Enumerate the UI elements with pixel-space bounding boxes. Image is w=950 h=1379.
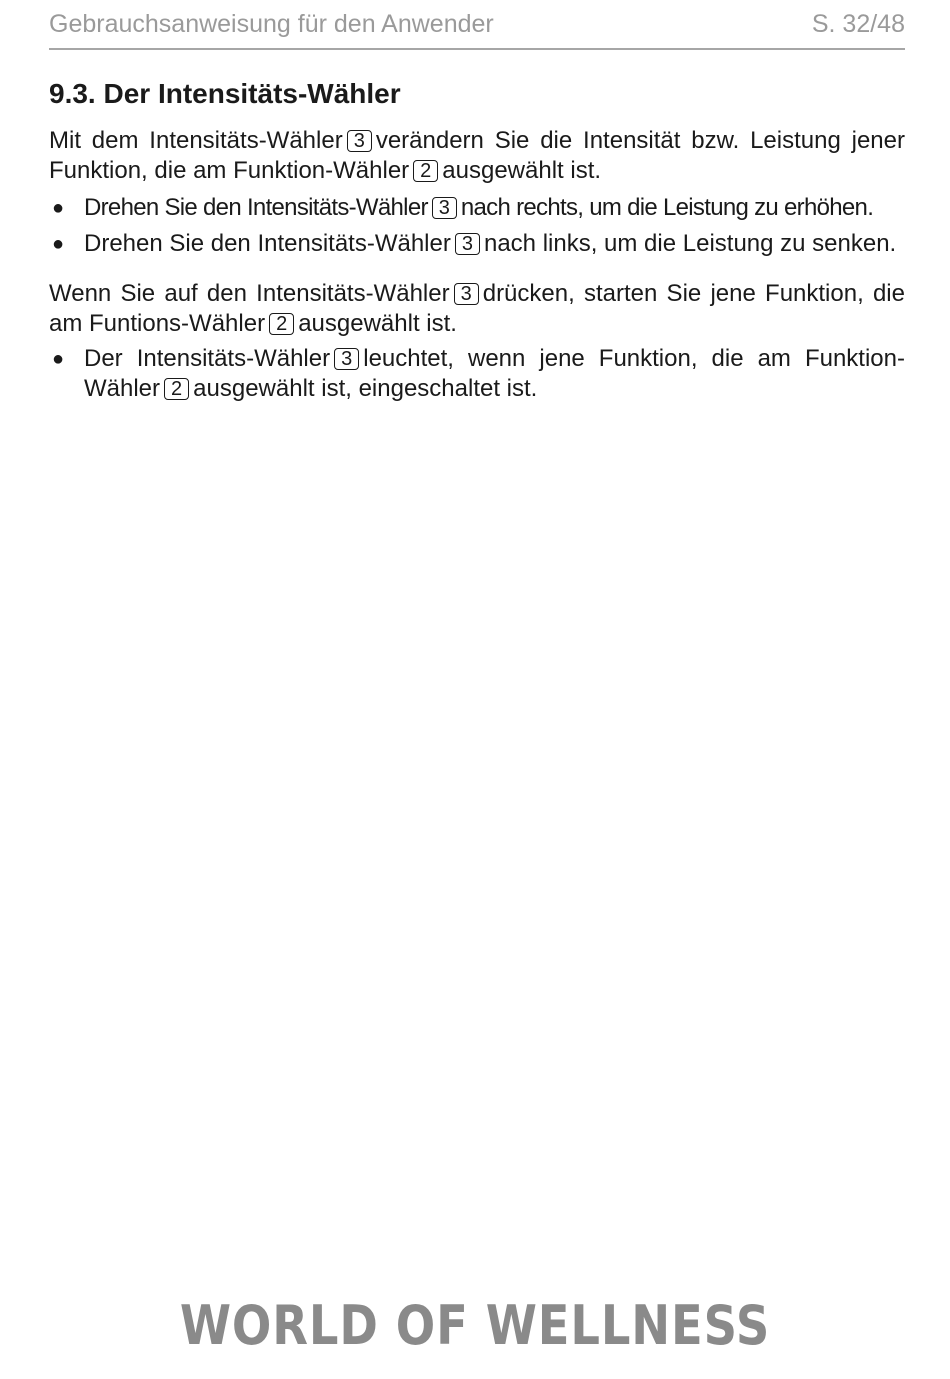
reference-number-box: 2 bbox=[413, 160, 438, 182]
list-item-text bbox=[84, 344, 905, 404]
bullet-icon: ● bbox=[52, 233, 65, 255]
list-item-text bbox=[84, 229, 905, 259]
list-item bbox=[49, 229, 905, 259]
bullet-icon: ● bbox=[52, 348, 65, 370]
text-segment: verändern Sie die Intensität bzw. Leistung jener Funktion, die am Funktion-Wähler bbox=[49, 127, 905, 184]
text-segment: Drehen Sie den Intensitäts-Wähler bbox=[84, 230, 451, 257]
text-segment: nach links, um die Leistung zu senken. bbox=[483, 230, 897, 257]
page-number: S. 32/48 bbox=[811, 10, 905, 38]
reference-number-box: 3 bbox=[455, 233, 480, 255]
reference-number-box: 2 bbox=[164, 378, 189, 400]
document-title: Gebrauchsanweisung für den Anwender bbox=[49, 10, 494, 38]
list-item bbox=[49, 193, 905, 223]
press-paragraph bbox=[49, 279, 905, 339]
list-item-text bbox=[84, 193, 905, 223]
text-segment: leuchtet, wenn jene Funktion, die am Funktion-Wähler bbox=[84, 345, 905, 402]
brand-logo: WORLD OF WELLNESS bbox=[179, 1294, 771, 1357]
reference-number-box: 3 bbox=[347, 130, 372, 152]
reference-number-box: 2 bbox=[269, 313, 294, 335]
text-segment: ausgewählt ist. bbox=[442, 157, 602, 184]
page-header bbox=[49, 8, 905, 50]
intro-paragraph bbox=[49, 126, 905, 186]
bullet-icon: ● bbox=[52, 197, 64, 219]
section-title: 9.3. Der Intensitäts-Wähler bbox=[49, 78, 401, 109]
text-segment: Wenn Sie auf den Intensitäts-Wähler bbox=[49, 280, 450, 307]
reference-number-box: 3 bbox=[454, 283, 479, 305]
reference-number-box: 3 bbox=[334, 348, 359, 370]
text-segment: ausgewählt ist, eingeschaltet ist. bbox=[193, 375, 538, 402]
list-item bbox=[49, 344, 905, 404]
text-segment: Drehen Sie den Intensitäts-Wähler bbox=[84, 194, 428, 221]
text-segment: nach rechts, um die Leistung zu erhöhen. bbox=[460, 194, 874, 221]
text-segment: drücken, starten Sie jene Funktion, die am Funtions-Wähler bbox=[49, 280, 905, 337]
reference-number-box: 3 bbox=[432, 197, 457, 219]
text-segment: Der Intensitäts-Wähler bbox=[84, 345, 331, 372]
text-segment: Mit dem Intensitäts-Wähler bbox=[49, 127, 343, 154]
text-segment: ausgewählt ist. bbox=[298, 310, 457, 337]
